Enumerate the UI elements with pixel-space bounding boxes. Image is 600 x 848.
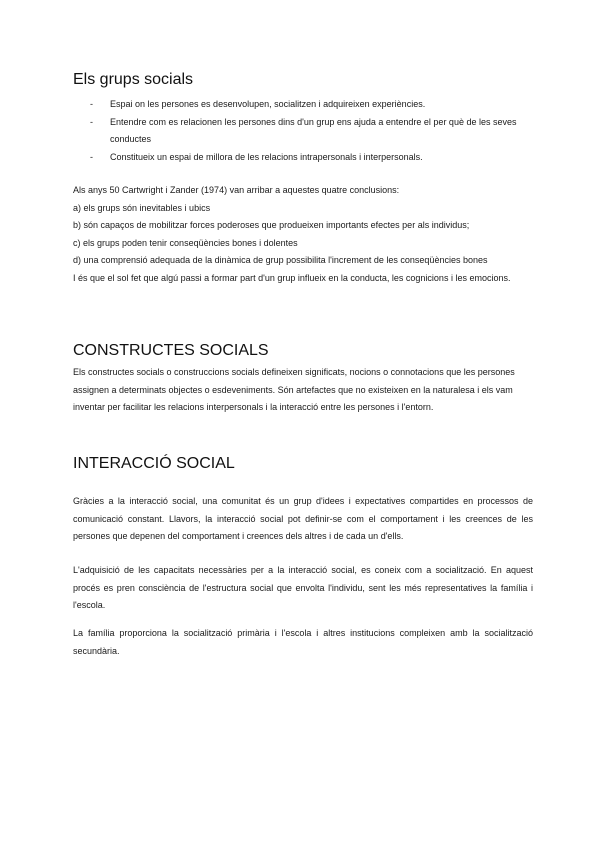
- conclusion-d: d) una comprensió adequada de la dinàmica de grup possibilita l'increment de les conseqüències bones: [73, 255, 488, 265]
- bullet-marker: -: [90, 99, 93, 109]
- list-item: [73, 149, 533, 167]
- bullet-text: Espai on les persones es desenvolupen, socialitzen i adquireixen experiències.: [110, 99, 426, 109]
- conclusion-b: b) són capaços de mobilitzar forces poderoses que produeixen importants efectes per als individus;: [73, 220, 470, 230]
- section-title-interaccio-social: INTERACCIÓ SOCIAL: [73, 455, 235, 472]
- constructes-paragraph: Els constructes socials o construccions socials defineixen significats, nocions o connotacions que les persones assignen a determinats objectes o esdeveniments. Són artefactes que no existeixen en la naturalesa i els vam inventar per facilitar les relacions interpersonals i la interacció entre les persones i l'entorn.: [73, 367, 515, 412]
- bullet-marker: -: [90, 116, 93, 127]
- bullet-list: [73, 96, 533, 166]
- section-title-constructes-socials: CONSTRUCTES SOCIALS: [73, 342, 269, 359]
- bullet-text: Entendre com es relacionen les persones dins d'un grup ens ajuda a entendre el per què de les seves conductes: [110, 116, 517, 144]
- interaccio-paragraph-1: Gràcies a la interacció social, una comunitat és un grup d'idees i expectatives compartides en processos de comunicació constant. Llavors, la interacció social pot definir-se com el comportament i les creences de les persones que depenen del comportament i creences dels altres i de cada un d'ells.: [73, 496, 533, 541]
- interaccio-paragraph-3: La família proporciona la socialització primària i l'escola i altres institucions compleixen amb la socialització secundària.: [73, 628, 533, 656]
- conclusions-block: [73, 182, 533, 287]
- conclusion-a: a) els grups són inevitables i ubics: [73, 202, 211, 213]
- interaccio-paragraph-2: L'adquisició de les capacitats necessàries per a la interacció social, es coneix com a socialització. En aquest procés es pren consciència de l'estructura social que envolta l'individu, sent les més representatives la família i l'escola.: [73, 565, 533, 610]
- bullet-marker: -: [90, 151, 93, 162]
- conclusion-c: c) els grups poden tenir conseqüències bones i dolentes: [73, 237, 298, 248]
- bullet-text: Constitueix un espai de millora de les relacions intrapersonals i interpersonals.: [110, 151, 423, 162]
- section-title-grups-socials: Els grups socials: [73, 71, 194, 88]
- list-item: [73, 114, 533, 149]
- intro-line: Als anys 50 Cartwright i Zander (1974) van arribar a aquestes quatre conclusions:: [73, 185, 400, 195]
- list-item: [73, 96, 533, 114]
- closing-sentence: I és que el sol fet que algú passi a formar part d'un grup influeix en la conducta, les cognicions i les emocions.: [73, 272, 511, 283]
